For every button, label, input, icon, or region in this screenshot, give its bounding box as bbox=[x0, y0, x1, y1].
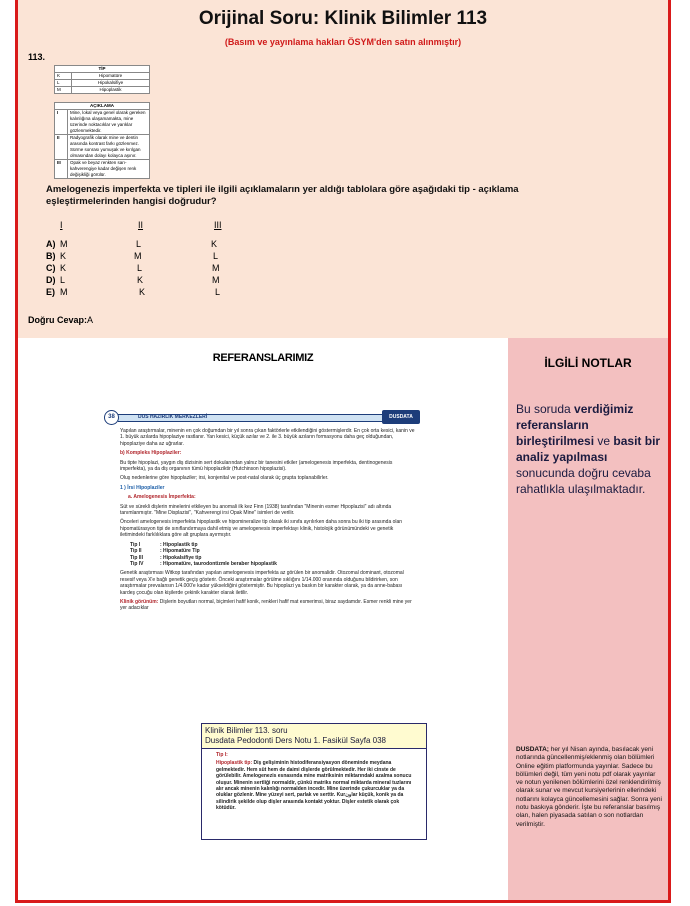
option-value: M bbox=[212, 263, 220, 273]
copyright-note: (Basım ve yayınlama hakları ÖSYM'den satın alınmıştır) bbox=[224, 37, 462, 47]
source-title: Klinik Bilimler 113. soru bbox=[205, 726, 288, 735]
option-c[interactable] bbox=[46, 263, 56, 274]
page-header-text: DUS HAZIRLIK MERKEZLERİ bbox=[138, 414, 208, 420]
ref-section-heading: 1 ) İrsi Hipoplaziler bbox=[120, 484, 165, 491]
desc-code: I bbox=[55, 110, 68, 135]
type-table-header: TİP bbox=[55, 66, 150, 73]
references-title: REFERANSLARIMIZ bbox=[212, 352, 314, 364]
type-name: Hipomatüre bbox=[72, 73, 150, 80]
reference-page-header bbox=[104, 410, 422, 424]
ref-paragraph: Önceleri amelogenesis imperfekta hipoplastik ve hipomineralize tip olarak iki sınıfa ayrılırken daha sonra bu iki tip arasında olan hipomatürasyon tipi de sınıflandırmaya dahil etmiş ve amelogenesis imperfektayı klinik, histolojik görünümündeki ve genetik iletimindeki farklılıklara göre alt gruplara ayırmıştır. bbox=[120, 519, 403, 539]
type-name: Hipoplastik bbox=[72, 87, 150, 94]
notes-emphasis: verdiğimiz referansların birleştirilmesi bbox=[516, 402, 634, 448]
option-value: M bbox=[212, 275, 220, 285]
tip-list bbox=[120, 542, 416, 568]
page-title: Orijinal Soru: Klinik Bilimler 113 bbox=[198, 8, 488, 29]
tip-text: : Hipomatüre, taurodontizmle beraber hipoplastik bbox=[160, 560, 277, 567]
answer-value: A bbox=[87, 315, 94, 325]
desc-code: II bbox=[55, 135, 68, 160]
tip-label: Tip IV bbox=[130, 560, 144, 567]
clinic-text: Dişlerin boyutları normal, biçimleri hafif konik, renkleri hafif mat esmerimsi, biraz saydamdır. Esmer renkli mine yer yer adacıklar bbox=[120, 598, 412, 612]
column-header-ii: II bbox=[138, 220, 144, 230]
option-value: L bbox=[215, 287, 221, 297]
reference-page-body bbox=[120, 428, 416, 615]
option-value: M bbox=[134, 251, 142, 261]
desc-text: Mine, lokal veya genel olarak gereken kalınlığına ulaşamamakta, mine üzerinde noktacıklar ve yarıklar gözlenmektedir. bbox=[68, 110, 150, 135]
notes-title: İLGİLİ NOTLAR bbox=[544, 356, 632, 370]
notes-main-text bbox=[516, 401, 664, 497]
source-tip-label: Hipoplastik tip: bbox=[216, 760, 253, 767]
option-value: K bbox=[211, 239, 218, 249]
ref-paragraph: Süt ve sürekli dişlerin minelerini etkileyen bu anomali ilk kez Finn (1938) tarafından "Minenin esmer Hipoplazisi" adı altında tanımlanmıştır. "Mine Displazisi", "Kahverengi irsi Opak Mine" isimleri de verilir. bbox=[120, 503, 392, 517]
reference-page bbox=[104, 408, 422, 698]
question-number: 113. bbox=[28, 52, 46, 62]
option-a[interactable] bbox=[46, 239, 56, 250]
tip-label: Tip I bbox=[130, 541, 141, 548]
notes-text: Bu soruda bbox=[516, 402, 575, 416]
dusdata-logo: DUSDATA bbox=[382, 410, 420, 424]
option-value: K bbox=[60, 263, 67, 273]
ref-paragraph: Yapılan araştırmalar, minenin en çok doğumdan bir yıl sonra çıkan faktörlerle etkilendiğini göstermişlerdir. En çok orta kesici, kanin ve 1. büyük azılarda hipoplaziye rastlanır. Yan kesici, küçük azılar ve 2. ile 3. büyük azıların formasyonu daha geç olduğundan, hipoplaziye daha az uğrarlar. bbox=[120, 428, 415, 447]
ref-subsection-heading: a. Amelogenesis İmperfekta: bbox=[128, 494, 196, 501]
ref-paragraph: Genetik araştırması Witkop tarafından yapılan amelogenesis imperfekta az görülen bir anomalidir. Otozomal dominant, otozomal resesif veya X'e bağlı genetik geçiş gösterir. Önceki araştırmalar görülme sıklığını 1/14.000 oranında olduğunu bildirirken, son araştırmalar prevalansın 1/4.000'e kadar yükseldiğini göstermiştir. Bu hipoplazi ya baskın bir karakter olarak, ya da anne-babası kardeş çocuğu olan kişilerde çekinik karakter olarak iletilir. bbox=[120, 570, 404, 596]
source-subtitle: Dusdata Pedodonti Ders Notu 1. Fasikül Sayfa 038 bbox=[205, 736, 386, 745]
notes-text: sonucunda doğru cevaba rahatlıkla ulaşılmaktadır. bbox=[516, 466, 651, 496]
description-table-header: AÇIKLAMA bbox=[55, 103, 150, 110]
notes-panel bbox=[508, 338, 668, 900]
notes-text: ve bbox=[594, 434, 614, 448]
ref-paragraph: Bu tipte hipoplazi, yaygın diş dizisinin sert dokularından yalnız bir tanesini etkiler (amelogenesis imperfekta, dentinogenesis imperfekta), ya da diş organının tümü hipoplaziktir (Hutchinson hipoplazisi). bbox=[120, 459, 393, 473]
type-table bbox=[54, 65, 150, 94]
option-letter: E) bbox=[46, 287, 55, 297]
tip-text: : Hipomatüre Tip bbox=[160, 548, 200, 555]
ref-section-heading: b) Kompleks Hipoplaziler: bbox=[120, 450, 182, 457]
column-header-iii: III bbox=[214, 220, 222, 230]
desc-code: III bbox=[55, 160, 68, 179]
ref-paragraph bbox=[120, 599, 416, 612]
notes-footer bbox=[516, 746, 664, 829]
notes-footer-text: her yıl Nisan ayında, basılacak yeni notlarında güncellenmiş/eklenmiş olan bölümleri Online eğitim platformunda yayınlar. Sadece bu bölümleri değil, tüm yeni notu pdf olarak yayınlar ve notun yenilenen bölümlerini özel renklendirilmiş olarak sunar ve mevcut kursiyerlerinin ellerindeki notlarını kolayca güncellemesini sağlar. Sonra yeni notu baskıya gönderir. İşte bu referanslar basılmış olan, halen piyasada satılan o son notlardan verilmiştir. bbox=[516, 746, 662, 828]
type-code: L bbox=[55, 80, 72, 87]
notes-emphasis: basit bir analiz yapılması bbox=[516, 434, 661, 464]
option-value: K bbox=[137, 275, 144, 285]
ref-paragraph: Oluş nedenlerine göre hipoplaziler; irsi, konjenital ve post-natal olarak üç grupta toplanabilirler. bbox=[120, 475, 329, 482]
type-code: K bbox=[55, 73, 72, 80]
correct-answer bbox=[28, 315, 93, 325]
tip-label: Tip II bbox=[130, 548, 142, 555]
tip-item bbox=[130, 561, 416, 567]
option-d[interactable] bbox=[46, 275, 56, 286]
option-e[interactable] bbox=[46, 287, 55, 298]
type-name: Hipokalsifiye bbox=[72, 80, 150, 87]
description-table bbox=[54, 102, 150, 179]
notes-footer-brand: DUSDATA; bbox=[516, 746, 549, 753]
page-header-bar bbox=[118, 414, 382, 422]
page-number: 38 bbox=[104, 410, 119, 425]
question-panel bbox=[18, 0, 668, 338]
tip-text: : Hipoplastik tip bbox=[160, 541, 198, 548]
option-value: K bbox=[60, 251, 67, 261]
tip-label: Tip III bbox=[130, 554, 143, 561]
option-letter: B) bbox=[46, 251, 56, 261]
column-header-i: I bbox=[60, 220, 63, 230]
tip-text: : Hipokalsifiye tip bbox=[160, 554, 202, 561]
option-letter: C) bbox=[46, 263, 56, 273]
option-value: L bbox=[60, 275, 66, 285]
source-box-header bbox=[202, 724, 426, 749]
source-box bbox=[201, 723, 427, 840]
option-value: M bbox=[60, 287, 68, 297]
option-value: K bbox=[139, 287, 146, 297]
page-frame bbox=[15, 0, 671, 903]
question-stem: Amelogenezis imperfekta ve tipleri ile ilgili açıklamaların yer aldığı tablolara göre aşağıdaki tip - açıklama eşleştirmelerinden hangisi doğrudur? bbox=[46, 184, 519, 207]
option-letter: A) bbox=[46, 239, 56, 249]
option-value: L bbox=[213, 251, 219, 261]
option-value: M bbox=[60, 239, 68, 249]
source-tip-heading: Tip I: bbox=[216, 752, 228, 758]
clinic-label: Klinik görünüm: bbox=[120, 598, 159, 605]
type-code: M bbox=[55, 87, 72, 94]
desc-text: Radyografik olarak mine ve dentin arasında kontrast farkı gözlenmez. Sürme sonrası yumuşak ve kırılgan olmasından dolayı kolayca aşınır. bbox=[68, 135, 150, 160]
desc-text: Opak ve beyaz renkten sarı-kahverengiye kadar değişen renk değişikliği görülür. bbox=[68, 160, 150, 179]
source-tip-body: Diş gelişiminin histodiferansiyasyon döneminde meydana gelmektedir. Hem süt hem de daimi dişlerde görülmektedir. Her iki cinste de görülebilir. Amelogenezis esnasında mine matriksinin miktarındaki azalma sonucu oluşur. Minenin sertliği normaldir, çünkü matriks normal miktarda mineral tuzlarını alır ancak minenin kalınlığı normalden incedir. Mine üzerinde çukurcuklar ya da oluklar gözlenir. Mine yüzeyi sert, parlak ve serttir. Kurونlar küçük, konik ya da silindirik şekilde olup dişler arasında kontakt yoktur. Dişler estetik olarak çok kötüdür. bbox=[216, 760, 412, 812]
option-value: L bbox=[136, 239, 142, 249]
option-letter: D) bbox=[46, 275, 56, 285]
source-box-body bbox=[202, 749, 426, 815]
option-b[interactable] bbox=[46, 251, 56, 262]
option-value: L bbox=[137, 263, 143, 273]
answer-label: Doğru Cevap: bbox=[28, 315, 88, 325]
source-tip-text bbox=[216, 760, 412, 811]
